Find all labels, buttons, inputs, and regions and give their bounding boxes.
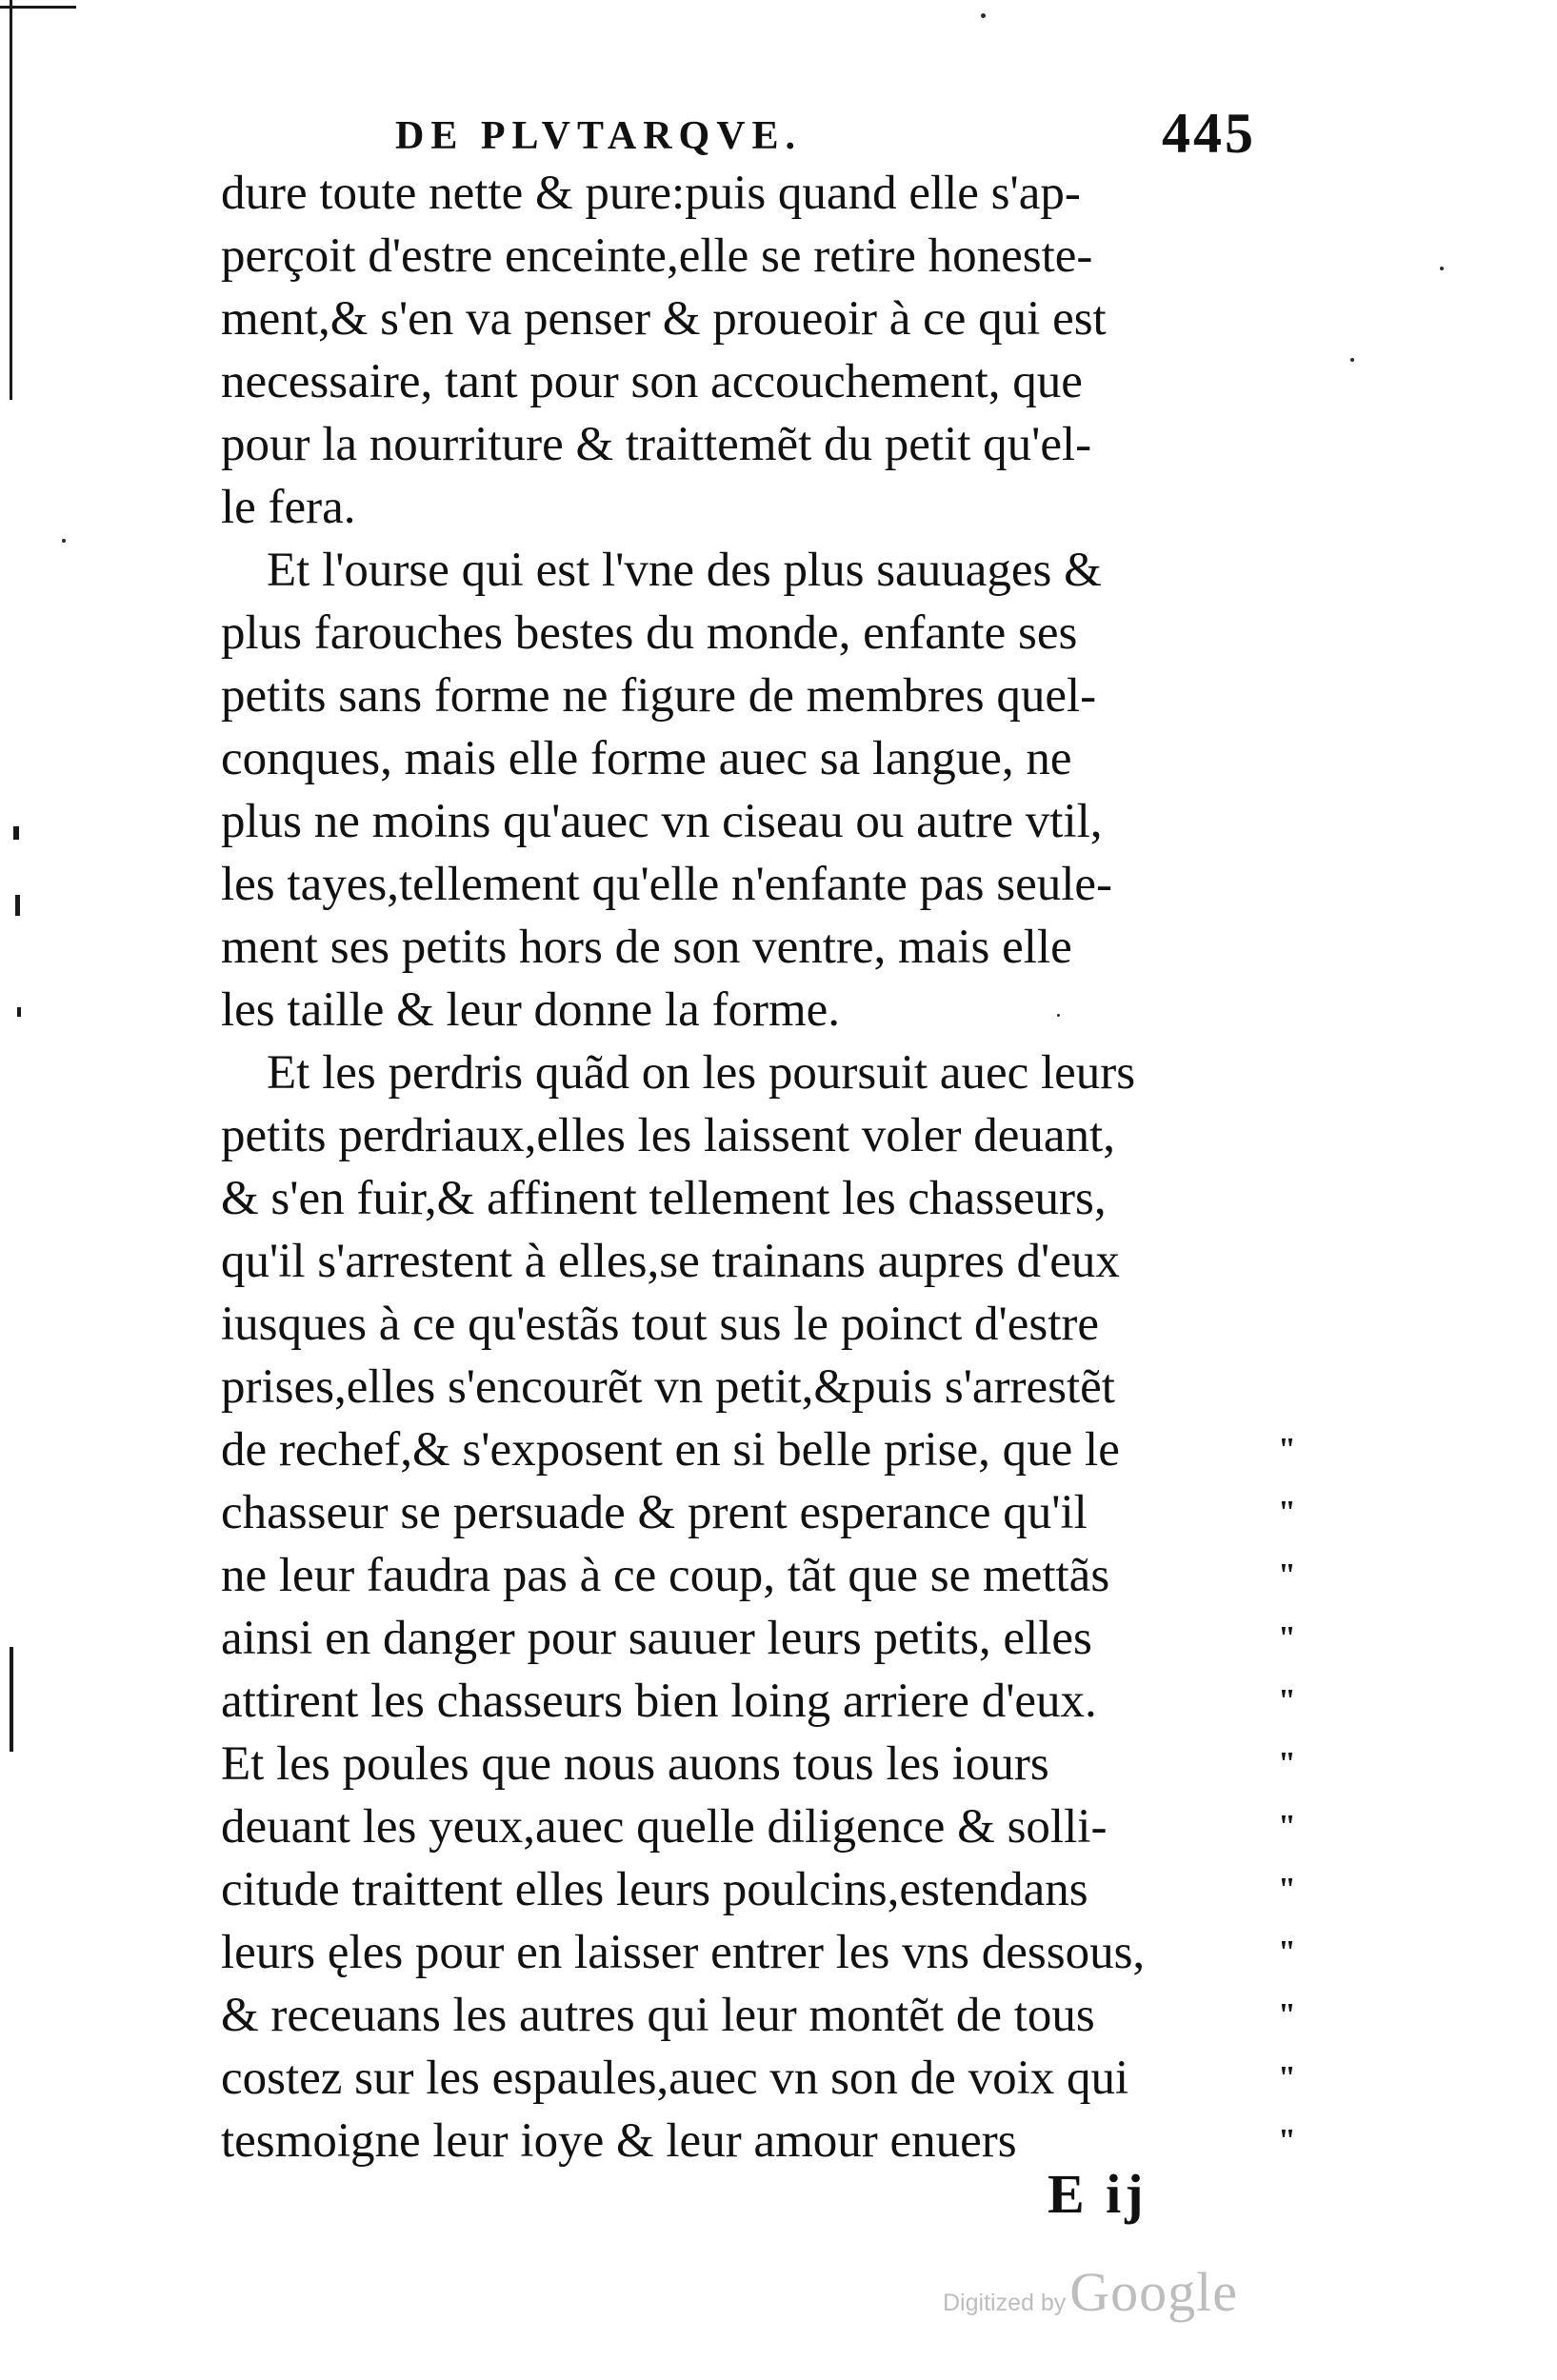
text-line <box>221 225 1092 288</box>
text-line <box>267 1041 1135 1104</box>
line-text: les taille & leur donne la forme. <box>221 983 841 1037</box>
marginal-quote-mark: " <box>1278 1495 1296 1530</box>
marginal-quote-mark: " <box>1278 1557 1296 1593</box>
line-text: Et les poules que nous auons tous les iours <box>221 1737 1049 1791</box>
line-text: dure toute nette & pure:puis quand elle s'ap- <box>221 167 1081 220</box>
marginal-quote-mark: " <box>1278 1872 1296 1907</box>
line-text: costez sur les espaules,auec vn son de voix qui <box>221 2052 1129 2105</box>
marginal-quote-mark: " <box>1278 1934 1296 1970</box>
line-text: citude traittent elles leurs poulcins,estendans <box>221 1863 1088 1916</box>
line-text: ainsi en danger pour sauuer leurs petits, elles <box>221 1612 1092 1665</box>
line-text: les tayes,tellement qu'elle n'enfante pas seule- <box>221 858 1113 911</box>
text-line <box>221 288 1107 350</box>
text-line <box>221 1544 1296 1607</box>
text-line <box>221 162 1081 225</box>
text-line <box>221 1356 1115 1418</box>
line-text: Et l'ourse qui est l'vne des plus sauuages & <box>267 544 1102 597</box>
line-text: plus ne moins qu'auec vn ciseau ou autre vtil, <box>221 795 1103 848</box>
digitized-watermark <box>943 2254 1238 2345</box>
line-text: conques, mais elle forme auec sa langue, ne <box>221 732 1072 785</box>
left-margin-rule <box>10 0 12 400</box>
line-text: petits perdriaux,elles les laissent voler deuant, <box>221 1109 1115 1162</box>
text-line <box>221 1670 1296 1733</box>
line-text: ne leur faudra pas à ce coup, tãt que se mettãs <box>221 1549 1110 1602</box>
marginal-quote-mark: " <box>1278 2123 1296 2158</box>
google-logo: Google <box>1069 2261 1238 2323</box>
line-text: Et les perdris quãd on les poursuit auec leurs <box>267 1046 1136 1100</box>
margin-mark <box>17 1007 21 1017</box>
text-line <box>221 979 840 1041</box>
text-line <box>221 853 1112 916</box>
margin-mark <box>15 895 20 916</box>
text-line <box>221 350 1083 413</box>
text-line <box>221 1167 1107 1230</box>
margin-mark <box>13 826 19 840</box>
line-text: attirent les chasseurs bien loing arriere d'eux. <box>221 1675 1097 1728</box>
text-line <box>221 727 1072 790</box>
line-text: perçoit d'estre enceinte,elle se retire honeste- <box>221 229 1093 283</box>
page-number: 445 <box>1162 102 1256 165</box>
text-line <box>221 2110 1296 2172</box>
marginal-quote-mark: " <box>1278 1746 1296 1781</box>
text-line <box>221 413 1091 476</box>
text-line <box>221 1481 1296 1544</box>
text-line <box>221 1984 1296 2047</box>
text-line <box>221 1230 1120 1293</box>
line-text: petits sans forme ne figure de membres quel- <box>221 669 1097 723</box>
watermark-prefix: Digitized by <box>943 2290 1067 2316</box>
marginal-quote-mark: " <box>1278 1997 1296 2033</box>
left-margin-rule-lower <box>10 1647 13 1752</box>
line-text: le fera. <box>221 481 356 534</box>
line-text: deuant les yeux,auec quelle diligence & solli- <box>221 1800 1108 1854</box>
text-line <box>221 1104 1115 1167</box>
line-text: ment ses petits hors de son ventre, mais elle <box>221 921 1072 974</box>
line-text: & s'en fuir,& affinent tellement les chasseurs, <box>221 1172 1107 1225</box>
line-text: chasseur se persuade & prent esperance qu'il <box>221 1486 1088 1539</box>
line-text: leurs ęles pour en laisser entrer les vns dessous, <box>221 1926 1146 1979</box>
top-corner-mark <box>0 6 76 9</box>
line-text: plus farouches bestes du monde, enfante ses <box>221 606 1078 660</box>
text-line <box>221 2047 1296 2110</box>
text-line <box>221 790 1103 853</box>
signature-mark: E ij <box>1048 2163 1148 2225</box>
text-line <box>221 1921 1296 1984</box>
scan-speck <box>62 539 66 543</box>
scan-speck <box>981 13 986 18</box>
line-text: ment,& s'en va penser & proueoir à ce qui est <box>221 292 1107 346</box>
text-line <box>221 1858 1296 1921</box>
line-text: iusques à ce qu'estãs tout sus le poinct d'estre <box>221 1298 1100 1351</box>
marginal-quote-mark: " <box>1278 1683 1296 1718</box>
text-line <box>221 664 1096 727</box>
marginal-quote-mark: " <box>1278 1620 1296 1656</box>
text-line <box>221 1293 1099 1356</box>
line-text: necessaire, tant pour son accouchement, que <box>221 355 1083 408</box>
text-line <box>221 1795 1296 1858</box>
scan-speck <box>1440 267 1444 270</box>
line-text: tesmoigne leur ioye & leur amour enuers <box>221 2114 1017 2168</box>
running-head: DE PLVTARQVE. <box>395 114 803 158</box>
marginal-quote-mark: " <box>1278 2060 1296 2095</box>
text-line <box>267 539 1102 602</box>
text-line <box>221 1733 1296 1795</box>
line-text: & receuans les autres qui leur montẽt de tous <box>221 1989 1095 2042</box>
text-line <box>221 1607 1296 1670</box>
text-line <box>221 916 1072 979</box>
text-line <box>221 602 1077 664</box>
line-text: pour la nourriture & traittemẽt du petit qu'el- <box>221 418 1092 471</box>
scan-speck <box>1057 1014 1060 1017</box>
line-text: prises,elles s'encourẽt vn petit,&puis s'arrestẽt <box>221 1360 1115 1414</box>
text-line <box>221 476 356 539</box>
marginal-quote-mark: " <box>1278 1432 1296 1467</box>
line-text: de rechef,& s'exposent en si belle prise, que le <box>221 1423 1120 1477</box>
text-line <box>221 1418 1296 1481</box>
line-text: qu'il s'arrestent à elles,se trainans aupres d'eux <box>221 1235 1120 1288</box>
scan-speck <box>1350 358 1354 362</box>
marginal-quote-mark: " <box>1278 1809 1296 1844</box>
